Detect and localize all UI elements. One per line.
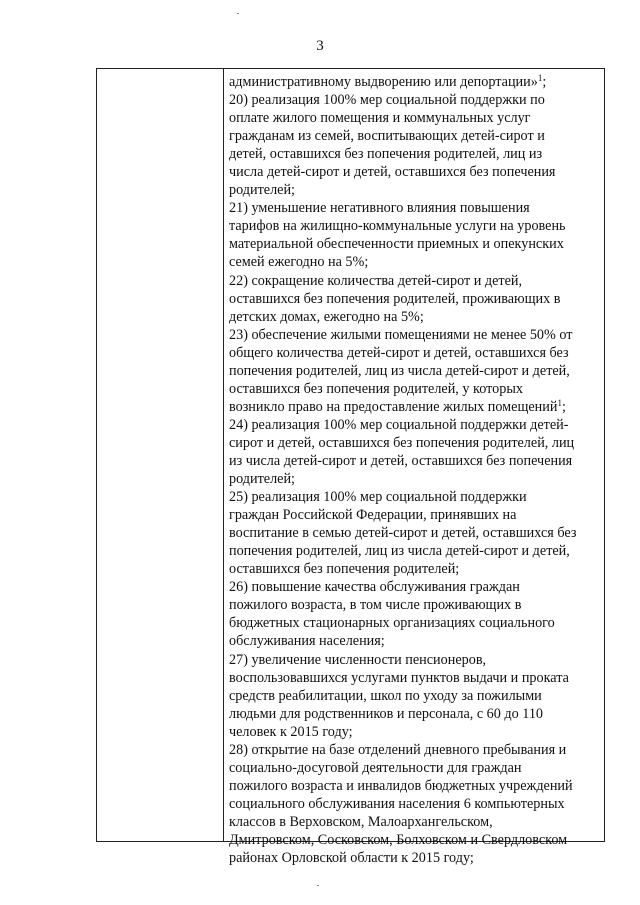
line-text: социально-досуговой деятельности для граждан — [229, 759, 522, 776]
line-text: районах Орловской области к 2015 году; — [229, 850, 474, 867]
text-line — [229, 398, 598, 416]
text-line — [229, 759, 598, 777]
line-text: человек к 2015 году; — [229, 723, 353, 740]
line-text: общего количества детей-сирот и детей, оставшихся без — [229, 344, 569, 361]
text-line — [229, 596, 598, 614]
text-line — [229, 777, 598, 795]
text-line — [229, 452, 598, 470]
line-text: гражданам из семей, воспитывающих детей-сирот и — [229, 128, 545, 145]
line-text: 27) увеличение численности пенсионеров, — [229, 651, 487, 668]
text-line — [229, 290, 598, 308]
text-line — [229, 831, 598, 849]
text-line — [229, 73, 598, 91]
line-punctuation: ; — [561, 398, 566, 415]
footnote-mark: 1 — [557, 397, 562, 408]
line-text: 26) повышение качества обслуживания граждан — [229, 579, 520, 596]
line-text: 20) реализация 100% мер социальной поддержки по — [229, 92, 545, 109]
text-line — [229, 253, 598, 271]
line-text: числа детей-сирот и детей, оставшихся без попечения — [229, 164, 556, 181]
line-text: 23) обеспечение жилыми помещениями не менее 50% от — [229, 326, 573, 343]
line-punctuation: ; — [542, 74, 547, 90]
text-line — [229, 272, 598, 290]
line-text: 21) уменьшение негативного влияния повышения — [229, 200, 530, 217]
line-text: возникло право на предоставление жилых помещений — [229, 398, 558, 415]
line-text: 28) открытие на базе отделений дневного пребывания и — [229, 741, 567, 758]
line-text: граждан Российской Федерации, принявших на — [229, 507, 517, 524]
text-line — [229, 669, 598, 687]
text-line — [229, 308, 598, 326]
text-line — [229, 380, 598, 398]
line-text: оставшихся без попечения родителей, проживающих в — [229, 290, 561, 307]
document-table — [96, 68, 605, 867]
text-line — [229, 470, 598, 488]
line-text: людьми для родственников и персонала, с 60 до 110 — [229, 705, 544, 722]
text-line — [229, 127, 598, 145]
line-text: попечения родителей, лиц из числа детей-сирот и детей, — [229, 543, 570, 560]
line-text: оплате жилого помещения и коммунальных услуг — [229, 110, 531, 127]
text-line — [229, 109, 598, 127]
line-text: 24) реализация 100% мер социальной поддержки детей- — [229, 416, 569, 433]
line-text: классов в Верховском, Малоархангельском, — [229, 813, 493, 830]
text-line — [229, 578, 598, 596]
line-text: пожилого возраста, в том числе проживающих в — [229, 597, 522, 614]
line-text: детских домах, ежегодно на 5%; — [229, 308, 424, 325]
text-column — [229, 73, 598, 867]
text-line — [229, 488, 598, 506]
text-line — [229, 434, 598, 452]
line-text: обслуживания населения; — [229, 633, 385, 650]
line-text: оставшихся без попечения родителей, у которых — [229, 380, 523, 397]
text-line — [229, 813, 598, 831]
text-line — [229, 723, 598, 741]
line-text: воспользовавшихся услугами пунктов выдачи и проката — [229, 669, 569, 686]
text-line — [229, 542, 598, 560]
line-text: административному выдворению или депортации» — [229, 74, 538, 90]
text-line — [229, 181, 598, 199]
text-line — [229, 795, 598, 813]
text-line — [229, 416, 598, 434]
line-text: социального обслуживания населения 6 компьютерных — [229, 795, 565, 812]
line-text: пожилого возраста и инвалидов бюджетных учреждений — [229, 777, 573, 794]
scan-speck — [317, 885, 319, 886]
line-text: детей, оставшихся без попечения родителей, лиц из — [229, 146, 543, 163]
text-line — [229, 849, 598, 867]
line-text: сирот и детей, оставшихся без попечения родителей, лиц — [229, 434, 575, 451]
line-text: 25) реализация 100% мер социальной поддержки — [229, 489, 527, 506]
page-number: 3 — [316, 38, 324, 54]
line-text: материальной обеспеченности приемных и опекунских — [229, 236, 564, 253]
line-text: родителей; — [229, 471, 295, 488]
line-text: родителей; — [229, 182, 295, 199]
empty-left-column — [97, 69, 224, 841]
text-line — [229, 632, 598, 650]
footnote-mark: 1 — [537, 73, 543, 83]
text-line — [229, 344, 598, 362]
text-line — [229, 524, 598, 542]
line-text: оставшихся без попечения родителей; — [229, 561, 460, 578]
text-line — [229, 235, 598, 253]
text-line — [229, 199, 598, 217]
line-text: воспитание в семью детей-сирот и детей, оставшихся без — [229, 525, 577, 542]
text-line — [229, 651, 598, 669]
line-text: средств реабилитации, школ по уходу за пожилыми — [229, 687, 542, 704]
text-line — [229, 326, 598, 344]
line-text: бюджетных стационарных организациях социального — [229, 615, 555, 632]
text-line — [229, 614, 598, 632]
line-text: из числа детей-сирот и детей, оставшихся без попечения — [229, 452, 573, 469]
text-line — [229, 705, 598, 723]
line-text: тарифов на жилищно-коммунальные услуги на уровень — [229, 218, 566, 235]
line-text: 22) сокращение количества детей-сирот и детей, — [229, 272, 523, 289]
text-line — [229, 217, 598, 235]
text-line — [229, 163, 598, 181]
text-line — [229, 687, 598, 705]
text-line — [229, 91, 598, 109]
line-text: семей ежегодно на 5%; — [229, 254, 369, 271]
text-line — [229, 506, 598, 524]
text-line — [229, 145, 598, 163]
text-line — [229, 362, 598, 380]
text-line — [229, 560, 598, 578]
scan-speck — [237, 13, 239, 14]
text-line — [229, 741, 598, 759]
line-text: Дмитровском, Сосковском, Болховском и Свердловском — [229, 831, 568, 848]
line-text: попечения родителей, лиц из числа детей-сирот и детей, — [229, 362, 570, 379]
